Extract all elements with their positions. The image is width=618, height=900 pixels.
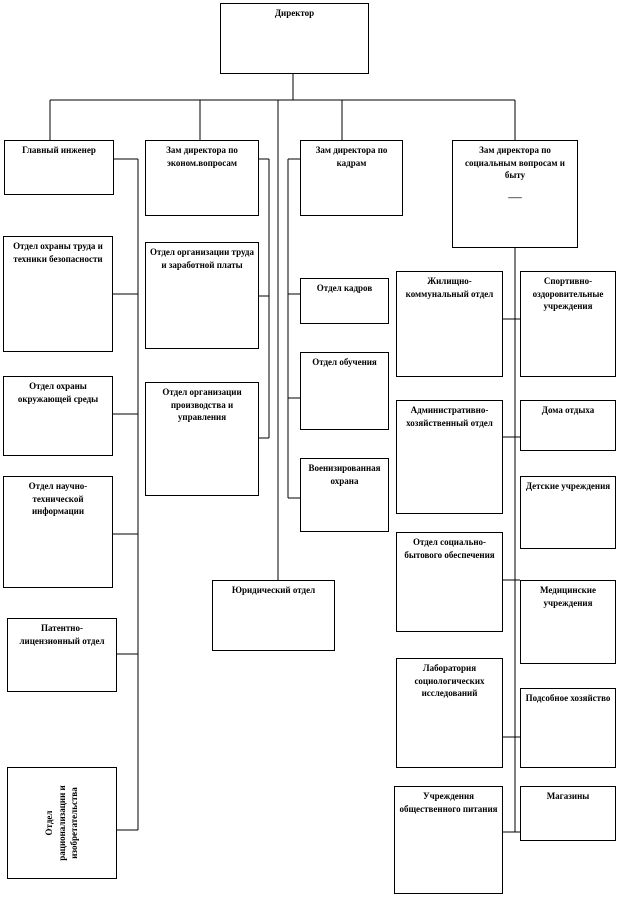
unit-environment xyxy=(3,376,113,456)
unit-admin xyxy=(396,400,503,514)
unit-catering xyxy=(394,786,503,894)
unit-catering-label: Учреждения общественного питания xyxy=(399,791,498,814)
director-label: Директор xyxy=(274,8,315,18)
unit-medical-label: Медицинские учреждения xyxy=(540,585,596,608)
unit-children xyxy=(520,476,616,549)
unit-housing-label: Жилищно-коммунальный отдел xyxy=(405,276,494,299)
unit-children-label: Детские учреждения xyxy=(525,481,611,491)
unit-farm xyxy=(520,688,616,768)
unit-labor-safety-label: Отдел охраны труда и техники безопасности xyxy=(13,241,103,264)
unit-sci-tech-info-label: Отдел научно-технической информации xyxy=(28,481,88,517)
unit-recreation xyxy=(520,400,616,451)
unit-medical xyxy=(520,580,616,664)
deputy-economic-label: Зам директора по эконом.вопросам xyxy=(166,145,238,168)
unit-shops xyxy=(520,786,616,841)
unit-environment-label: Отдел охраны окружающей среды xyxy=(17,381,99,404)
unit-hr-label: Отдел кадров xyxy=(316,283,373,293)
unit-patent xyxy=(7,618,117,692)
deputy-social-dash: ___ xyxy=(508,188,522,199)
unit-legal-label: Юридический отдел xyxy=(231,585,316,595)
director-box xyxy=(220,3,369,74)
unit-rationalization xyxy=(7,767,117,879)
unit-labor-wages-label: Отдел организации труда и заработной платы xyxy=(150,247,254,270)
chief-engineer-box xyxy=(4,140,114,195)
unit-housing xyxy=(396,271,503,377)
deputy-social-box xyxy=(452,140,578,248)
deputy-social-label: Зам директора по социальным вопросам и быту xyxy=(464,145,565,181)
unit-social-services-label: Отдел социально-бытового обеспечения xyxy=(404,537,495,560)
unit-admin-label: Административно-хозяйственный отдел xyxy=(406,405,493,428)
unit-social-services xyxy=(396,532,503,632)
unit-recreation-label: Дома отдыха xyxy=(541,405,595,415)
unit-rationalization-label: Отдел рационализации и изобретательства xyxy=(44,785,80,861)
unit-farm-label: Подсобное хозяйство xyxy=(525,693,611,703)
unit-shops-label: Магазины xyxy=(546,791,590,801)
unit-sociology-lab-label: Лаборатория социологических исследований xyxy=(414,663,485,699)
unit-training xyxy=(300,352,389,430)
unit-security xyxy=(300,458,389,532)
deputy-personnel-label: Зам директора по кадрам xyxy=(315,145,388,168)
unit-sci-tech-info xyxy=(3,476,113,588)
unit-production-mgmt-label: Отдел организации производства и управления xyxy=(162,387,242,423)
unit-legal xyxy=(212,580,335,651)
unit-sociology-lab xyxy=(396,658,503,768)
unit-labor-wages xyxy=(145,242,259,349)
unit-labor-safety xyxy=(3,236,113,352)
unit-training-label: Отдел обучения xyxy=(312,357,377,367)
unit-production-mgmt xyxy=(145,382,259,496)
chief-engineer-label: Главный инженер xyxy=(22,145,96,155)
unit-sports xyxy=(520,271,616,377)
deputy-personnel-box xyxy=(300,140,403,216)
unit-sports-label: Спортивно-оздоровительные учреждения xyxy=(532,276,604,312)
deputy-economic-box xyxy=(145,140,259,216)
unit-hr xyxy=(300,278,389,324)
unit-security-label: Военизированная охрана xyxy=(308,463,381,486)
unit-patent-label: Патентно-лицензионный отдел xyxy=(19,623,105,646)
